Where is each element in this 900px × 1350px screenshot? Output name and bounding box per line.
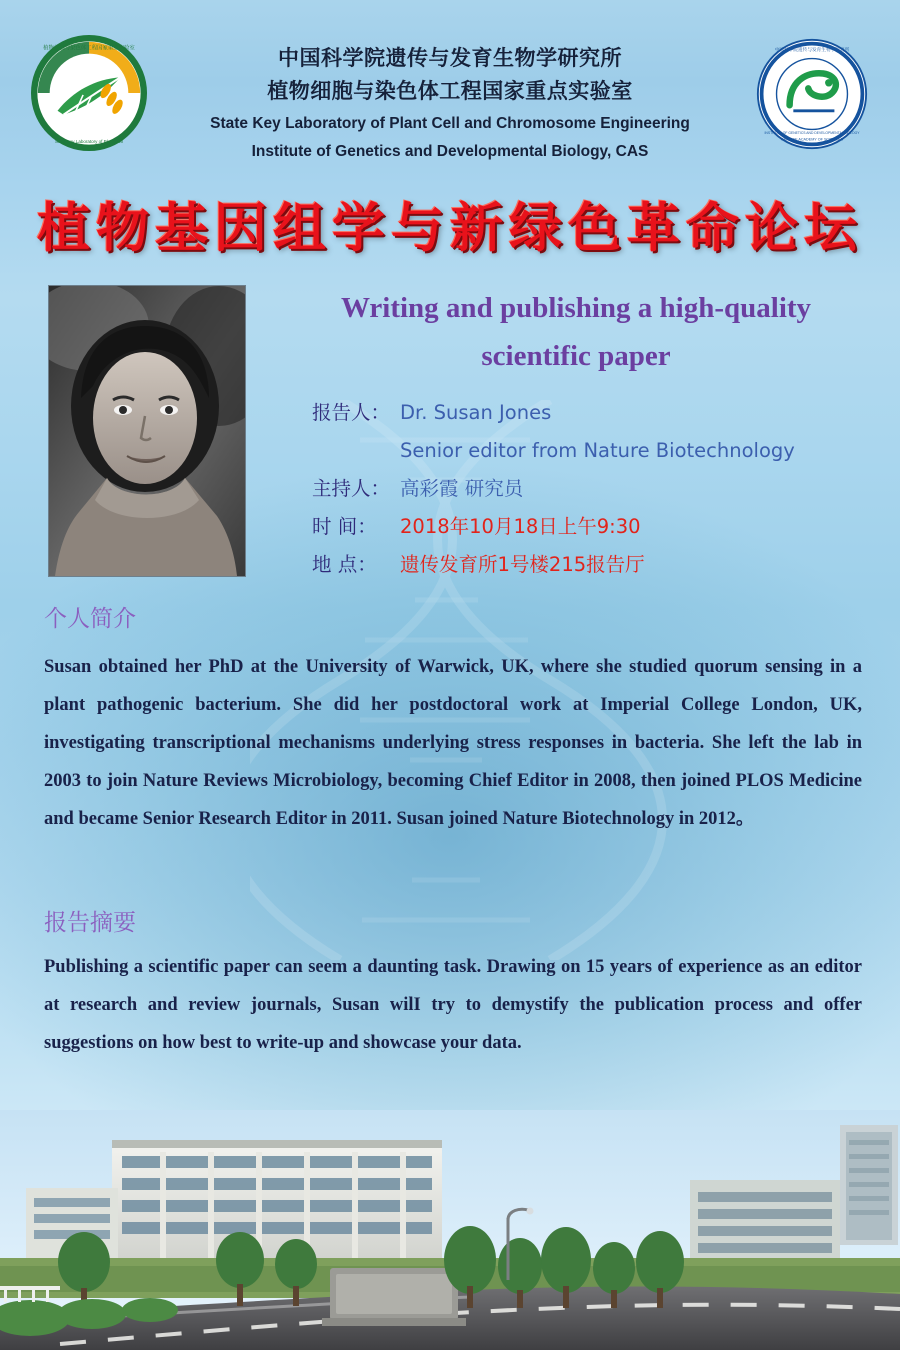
talk-title-line-1: Writing and publishing a high-quality bbox=[340, 292, 812, 324]
svg-text:INSTITUTE OF GENETICS AND DEVE: INSTITUTE OF GENETICS AND DEVELOPMENTAL BIOLOGY bbox=[764, 131, 860, 136]
detail-row-place bbox=[312, 546, 882, 584]
section-body-abstract: Publishing a scientific paper can seem a daunting task. Drawing on 15 years of experience as an editor at research and review journals, Susan wilI try to demystify the publication process and offer suggestions on how best to write-up and showcase your data. bbox=[44, 957, 862, 1053]
header-text-block bbox=[0, 42, 900, 164]
forum-banner bbox=[0, 186, 900, 262]
forum-title: 植物基因组学与新绿色革命论坛 bbox=[37, 198, 863, 259]
svg-text:CHINESE ACADEMY OF SCIENCES: CHINESE ACADEMY OF SCIENCES bbox=[781, 137, 843, 142]
svg-text:中国科学院遗传与发育生物学研究所: 中国科学院遗传与发育生物学研究所 bbox=[774, 48, 850, 54]
institute-name-cn-2: 植物细胞与染色体工程国家重点实验室 bbox=[267, 79, 633, 103]
time-value: 2018年10月18日上午9:30 bbox=[400, 515, 641, 538]
place-label: 地 点： bbox=[312, 553, 377, 576]
institute-name-en-2: Institute of Genetics and Developmental Biology, CAS bbox=[251, 143, 649, 160]
host-name: 高彩霞 研究员 bbox=[400, 477, 524, 500]
talk-title bbox=[276, 284, 876, 380]
poster-header bbox=[0, 0, 900, 178]
time-label: 时 间： bbox=[312, 515, 377, 538]
section-heading-bio: 个人简介 bbox=[44, 606, 136, 632]
institute-name-cn-1: 中国科学院遗传与发育生物学研究所 bbox=[278, 46, 622, 70]
talk-details bbox=[312, 394, 882, 584]
detail-row-speaker bbox=[312, 394, 882, 432]
host-label: 主持人： bbox=[312, 477, 391, 500]
section-heading-abstract: 报告摘要 bbox=[44, 910, 136, 936]
svg-text:State Key Laboratory of Plant: State Key Laboratory of Plant Cell bbox=[54, 139, 124, 145]
place-value: 遗传发育所1号楼215报告厅 bbox=[400, 553, 645, 576]
detail-row-host bbox=[312, 470, 882, 508]
speaker-label: 报告人： bbox=[312, 401, 391, 424]
speaker-name: Dr. Susan Jones bbox=[400, 401, 552, 424]
talk-title-line-2: scientific paper bbox=[481, 340, 671, 372]
section-body-bio: Susan obtained her PhD at the University of Warwick, UK, where she studied quorum sensing in a plant pathogenic bacterium. She did her postdoctoral work at Imperial College London, UK, investigating transcriptional mechanisms underlying stress responses in bacteria. She left the lab in 2003 to join Nature Reviews Microbiology, becoming Chief Editor in 2008, then joined PLOS Medicine and became Senior Research Editor in 2011. Susan joined Nature Biotechnology in 2012。 bbox=[44, 657, 862, 829]
speaker-affiliation: Senior editor from Nature Biotechnology bbox=[400, 439, 795, 462]
speaker-portrait-photo bbox=[48, 285, 246, 577]
detail-row-time bbox=[312, 508, 882, 546]
svg-text:植物细胞与染色体工程国家重点实验室: 植物细胞与染色体工程国家重点实验室 bbox=[43, 45, 135, 52]
institute-name-en-1: State Key Laboratory of Plant Cell and Chromosome Engineering bbox=[210, 115, 690, 132]
institute-campus-photo bbox=[0, 1110, 900, 1350]
